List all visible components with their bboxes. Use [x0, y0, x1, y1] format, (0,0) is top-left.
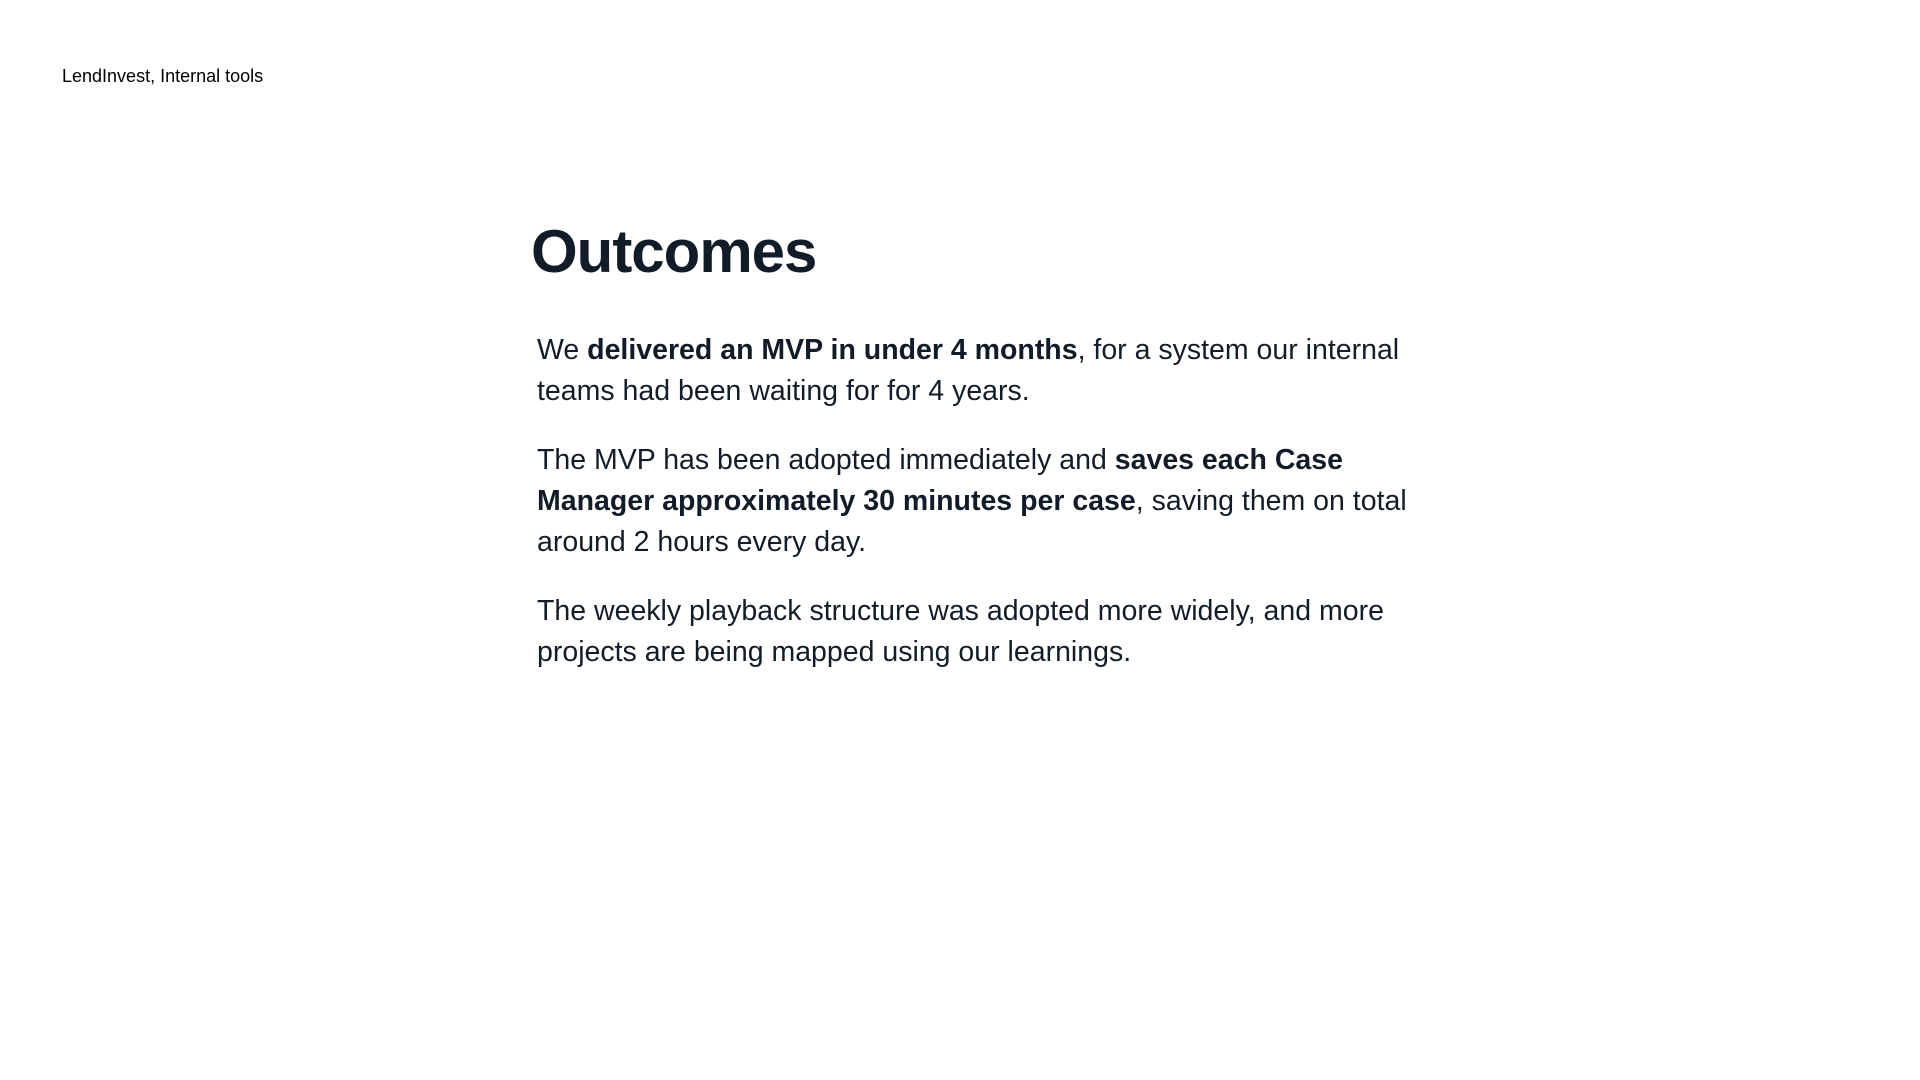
paragraph-emphasis: delivered an MVP in under 4 months	[587, 334, 1078, 366]
paragraph-text: We	[537, 334, 588, 366]
page-title: Outcomes	[531, 218, 817, 285]
paragraph-text: The MVP has been adopted immediately and	[537, 444, 1115, 476]
header-label: LendInvest, Internal tools	[62, 66, 264, 86]
paragraph-emphasis: saves each Case Manager approximately 30 minutes per case	[537, 444, 1343, 517]
outcome-paragraph-playback	[531, 591, 1411, 673]
outcome-paragraph-adoption	[531, 440, 1411, 563]
paragraph-text: , for a system our internal teams had been waiting for for 4 years.	[537, 334, 1400, 407]
paragraph-text: , saving them on total around 2 hours every day.	[537, 485, 1407, 558]
outcome-paragraph-mvp	[531, 330, 1411, 412]
main-content	[531, 212, 1411, 673]
paragraph-text: The weekly playback structure was adopted more widely, and more projects are being mapped using our learnings.	[537, 595, 1384, 668]
